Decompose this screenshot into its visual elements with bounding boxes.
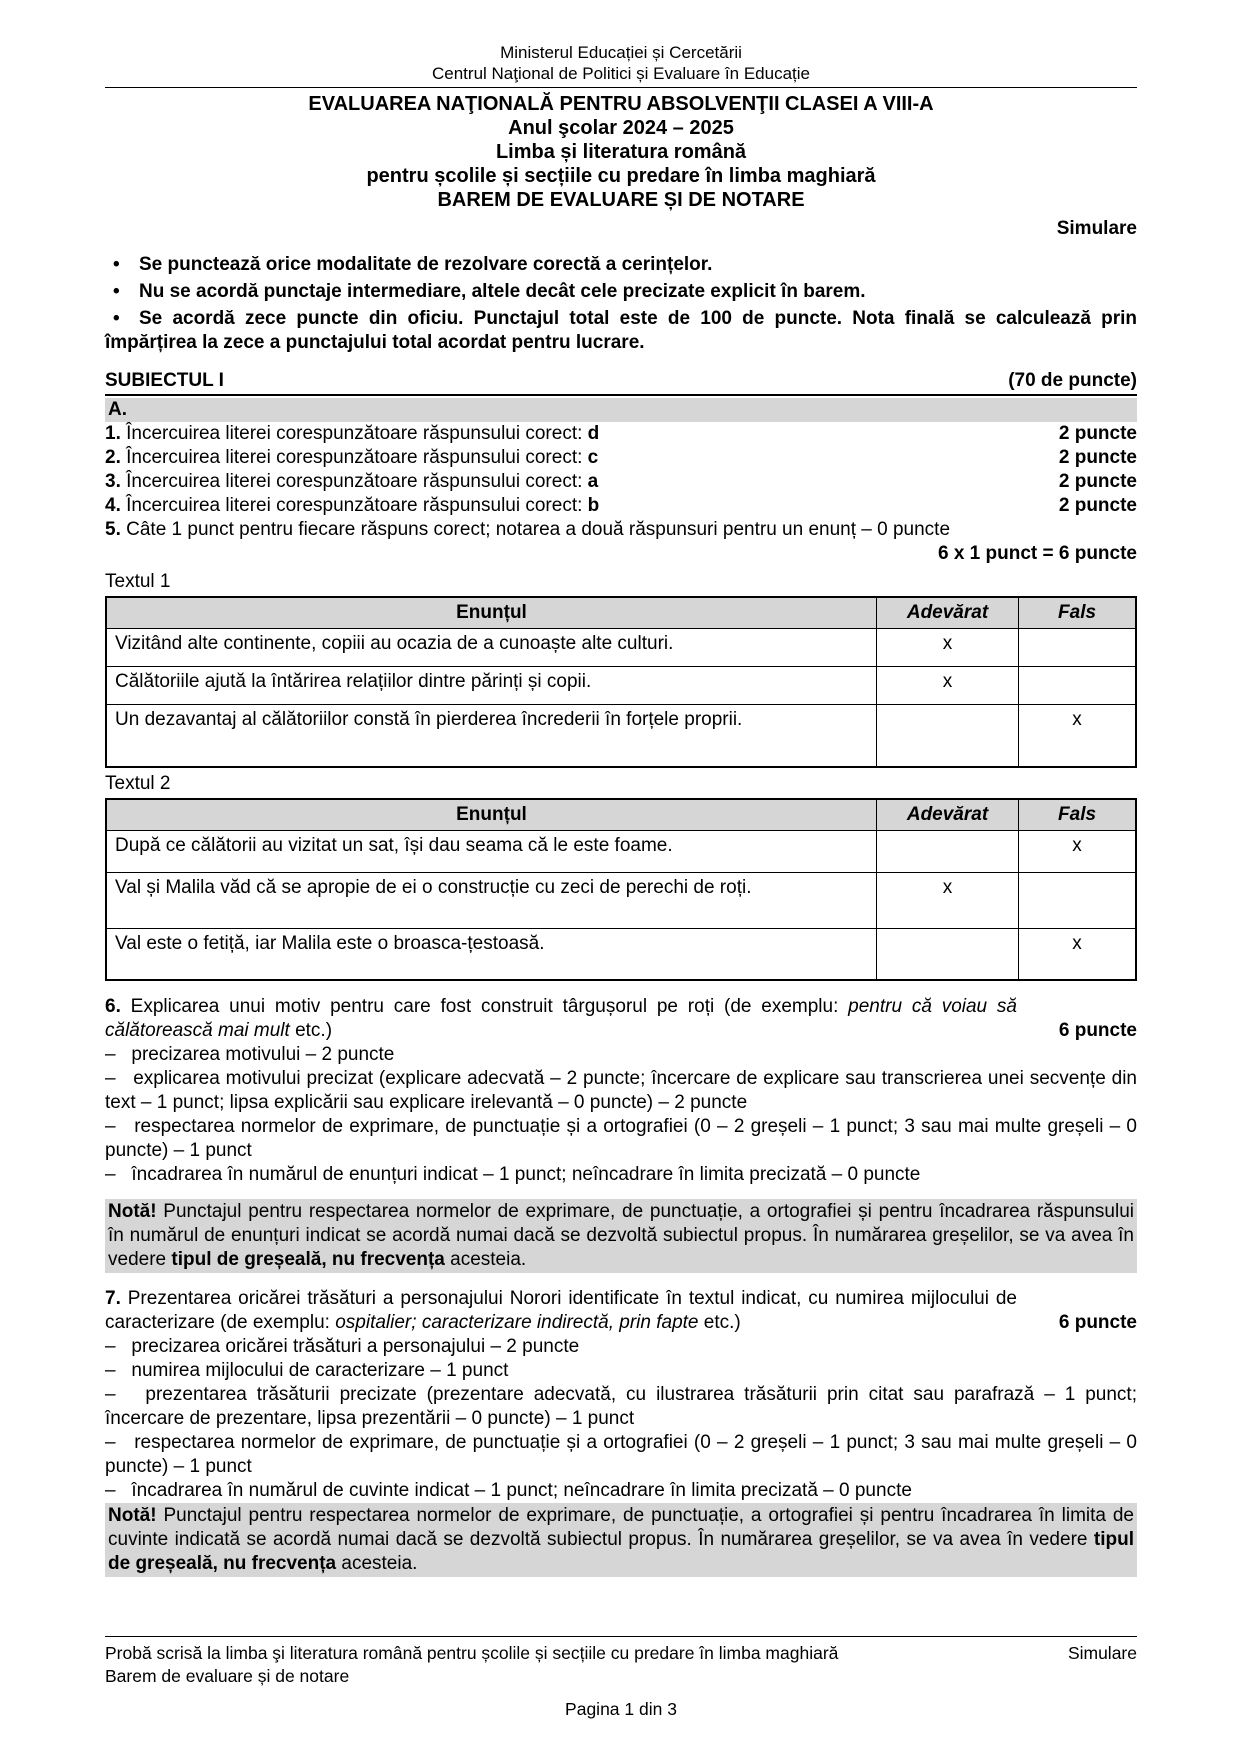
title-line-4: pentru școlile și secțiile cu predare în limba maghiară <box>366 165 876 187</box>
criterion-line: – explicarea motivului precizat (explicare adecvată – 2 puncte; încercare de explicare sau transcrierea unei secvențe din text – 1 punct; lipsa explicării sau explicare irelevantă – 0 puncte) – 2 puncte <box>105 1068 1137 1113</box>
text-2-label: Textul 2 <box>105 772 171 794</box>
false-mark-cell: x <box>1019 830 1136 872</box>
question-number: 5. <box>105 519 121 540</box>
statement-cell: Călătoriile ajută la întărirea relațiilor dintre părinți și copii. <box>106 667 876 705</box>
item-6-intro: 6. Explicarea unui motiv pentru care fost construit târgușorul pe roți (de exemplu: pentru că voiau să călătorească mai mult etc.) <box>105 996 1017 1041</box>
question-number: 6. <box>105 996 121 1017</box>
footer-barem-label: Barem de evaluare și de notare <box>105 1666 350 1686</box>
criterion-line: – precizarea oricărei trăsături a personajului – 2 puncte <box>105 1336 580 1357</box>
table-row <box>106 830 1136 872</box>
statement-cell: Val este o fetiță, iar Malila este o broasca-țestoasă. <box>106 928 876 980</box>
section-a-label: A. <box>105 398 1137 422</box>
question-item-5: 5. Câte 1 punct pentru fiecare răspuns corect; notarea a două răspunsuri pentru un enunț – 0 puncte <box>105 519 951 540</box>
footer-exam-label: Probă scrisă la limba şi literatura română pentru școlile și secțiile cu predare în limba maghiară <box>105 1643 839 1663</box>
question-item-4 <box>105 494 1137 518</box>
item-5-total: 6 x 1 punct = 6 puncte <box>937 543 1137 564</box>
true-mark-cell: x <box>876 629 1018 667</box>
criterion-line: – precizarea motivului – 2 puncte <box>105 1044 395 1065</box>
question-text: 3. Încercuirea literei corespunzătoare răspunsului corect: a <box>105 471 599 492</box>
question-text: 4. Încercuirea literei corespunzătoare răspunsului corect: b <box>105 495 600 516</box>
example-text: pentru că voiau să călătorească mai mult <box>105 996 1017 1041</box>
question-text: 2. Încercuirea literei corespunzătoare răspunsului corect: c <box>105 447 599 468</box>
answer-letter: c <box>587 447 599 468</box>
points-label: 2 puncte <box>1058 495 1137 516</box>
question-item-2 <box>105 446 1137 470</box>
title-line-1: EVALUAREA NAŢIONALĂ PENTRU ABSOLVENŢII CLASEI A VIII-A <box>308 93 934 115</box>
criterion-line: – respectarea normelor de exprimare, de punctuație și a ortografiei (0 – 2 greșeli – 1 punct; 3 sau mai multe greșeli – 0 puncte) – 1 punct <box>105 1432 1137 1477</box>
criterion-line: – prezentarea trăsăturii precizate (prezentare adecvată, cu ilustrarea trăsăturii prin citat sau parafrază – 1 punct; încercare de prezentare, lipsa prezentării – 0 puncte) – 1 punct <box>105 1384 1137 1429</box>
question-item-6 <box>105 995 1137 1043</box>
true-mark-cell <box>876 830 1018 872</box>
column-header-true: Adevărat <box>876 799 1018 831</box>
rule-text: Se acordă zece puncte din oficiu. Punctajul total este de 100 de puncte. Nota finală se calculează prin împărțirea la zece a punctajului total acordat pentru lucrare. <box>105 308 1137 353</box>
rule-text: Se punctează orice modalitate de rezolvare corectă a cerințelor. <box>139 254 713 275</box>
true-mark-cell: x <box>876 667 1018 705</box>
true-false-table-text1 <box>105 596 1137 768</box>
criterion-line: – încadrarea în numărul de cuvinte indicat – 1 punct; neîncadrare în limita precizată – 0 puncte <box>105 1480 912 1501</box>
points-label: 2 puncte <box>1058 447 1137 468</box>
note-box-2: Notă! Punctajul pentru respectarea normelor de exprimare, de punctuație, a ortografiei și pentru încadrarea în limita de cuvinte indicată se acordă numai dacă se dezvoltă subiectul propus. În numărarea greșelilor, se va avea în vedere tipul de greșeală, nu frecvența acesteia. <box>105 1503 1137 1577</box>
column-header-true: Adevărat <box>876 597 1018 629</box>
title-line-2: Anul şcolar 2024 – 2025 <box>508 117 734 139</box>
statement-cell: După ce călătorii au vizitat un sat, își dau seama că le este foame. <box>106 830 876 872</box>
points-label: 6 puncte <box>1058 1020 1137 1041</box>
bullet-icon: • <box>113 281 120 302</box>
rule-item <box>105 307 1137 355</box>
column-header-false: Fals <box>1019 799 1136 831</box>
note-label: Notă! <box>108 1201 157 1222</box>
table-row <box>106 705 1136 767</box>
question-number: 3. <box>105 471 121 492</box>
table-row <box>106 872 1136 928</box>
criterion-line: – numirea mijlocului de caracterizare – 1 punct <box>105 1360 509 1381</box>
statement-cell: Val și Malila văd că se apropie de ei o construcție cu zeci de perechi de roți. <box>106 872 876 928</box>
true-false-table-text2 <box>105 798 1137 982</box>
footer-row <box>105 1642 1137 1665</box>
title-line-5: BAREM DE EVALUARE ȘI DE NOTARE <box>437 189 805 211</box>
table-header-row <box>106 597 1136 629</box>
criterion-line: – respectarea normelor de exprimare, de punctuație și a ortografiei (0 – 2 greșeli – 1 punct; 3 sau mai multe greșeli – 0 puncte) – 1 punct <box>105 1116 1137 1161</box>
true-mark-cell <box>876 928 1018 980</box>
column-header-false: Fals <box>1019 597 1136 629</box>
statement-cell: Vizitând alte continente, copiii au ocazia de a cunoaște alte culturi. <box>106 629 876 667</box>
false-mark-cell: x <box>1019 928 1136 980</box>
note-emphasis: tipul de greșeală, nu frecvența <box>171 1249 445 1270</box>
footer-simulare-label: Simulare <box>1067 1643 1137 1663</box>
page-number: Pagina 1 din 3 <box>565 1699 677 1719</box>
answer-letter: a <box>587 471 599 492</box>
column-header-statement: Enunțul <box>106 799 876 831</box>
points-label: 2 puncte <box>1058 423 1137 444</box>
answer-letter: b <box>587 495 600 516</box>
item-7-intro: 7. Prezentarea oricărei trăsături a personajului Norori identificate în textul indicat, cu numirea mijlocului de caracterizare (de exemplu: ospitalier; caracterizare indirectă, prin fapte etc.) <box>105 1288 1017 1333</box>
subject-1-points: (70 de puncte) <box>1008 370 1137 391</box>
false-mark-cell <box>1019 872 1136 928</box>
bullet-icon: • <box>113 308 120 329</box>
rule-text: Nu se acordă punctaje intermediare, altele decât cele precizate explicit în barem. <box>139 281 866 302</box>
note-label: Notă! <box>108 1505 157 1526</box>
question-item-1 <box>105 422 1137 446</box>
table-header-row <box>106 799 1136 831</box>
points-label: 2 puncte <box>1058 471 1137 492</box>
bullet-icon: • <box>113 254 120 275</box>
question-item-7 <box>105 1287 1137 1335</box>
center-line: Centrul Naţional de Politici și Evaluare în Educație <box>432 64 810 83</box>
example-text: ospitalier; caracterizare indirectă, prin fapte <box>335 1312 699 1333</box>
simulare-label: Simulare <box>1056 218 1137 239</box>
true-mark-cell: x <box>876 872 1018 928</box>
question-number: 2. <box>105 447 121 468</box>
column-header-statement: Enunțul <box>106 597 876 629</box>
table-row <box>106 667 1136 705</box>
points-label: 6 puncte <box>1058 1312 1137 1333</box>
question-number: 1. <box>105 423 121 444</box>
question-text: 1. Încercuirea literei corespunzătoare răspunsului corect: d <box>105 423 600 444</box>
ministry-line: Ministerul Educației și Cercetării <box>500 43 742 62</box>
note-emphasis: tipul de greșeală, nu frecvența <box>108 1529 1134 1574</box>
false-mark-cell <box>1019 667 1136 705</box>
question-number: 7. <box>105 1288 121 1309</box>
rule-item <box>105 253 1137 277</box>
document-title <box>105 92 1137 212</box>
ministry-header <box>105 42 1137 84</box>
criterion-line: – încadrarea în numărul de enunțuri indicat – 1 punct; neîncadrare în limita precizată – 0 puncte <box>105 1164 921 1185</box>
question-number: 4. <box>105 495 121 516</box>
page-footer <box>105 1636 1137 1721</box>
false-mark-cell <box>1019 629 1136 667</box>
true-mark-cell <box>876 705 1018 767</box>
table-row <box>106 928 1136 980</box>
title-line-3: Limba și literatura română <box>495 141 747 163</box>
footer-divider <box>105 1636 1137 1637</box>
false-mark-cell: x <box>1019 705 1136 767</box>
rule-item <box>105 280 1137 304</box>
statement-cell: Un dezavantaj al călătoriilor constă în pierderea încrederii în forțele proprii. <box>106 705 876 767</box>
table-row <box>106 629 1136 667</box>
header-divider <box>105 87 1137 88</box>
question-item-3 <box>105 470 1137 494</box>
subject-1-header <box>105 369 1137 396</box>
note-box-1: Notă! Punctajul pentru respectarea normelor de exprimare, de punctuație, a ortografiei și pentru încadrarea răspunsului în numărul de enunțuri indicat se acordă numai dacă se dezvoltă subiectul propus. În numărarea greșelilor, se va avea în vedere tipul de greșeală, nu frecvența acesteia. <box>105 1199 1137 1273</box>
answer-letter: d <box>587 423 600 444</box>
text-1-label: Textul 1 <box>105 571 171 592</box>
grading-rules-list <box>105 253 1137 355</box>
subject-1-title: SUBIECTUL I <box>105 370 224 391</box>
